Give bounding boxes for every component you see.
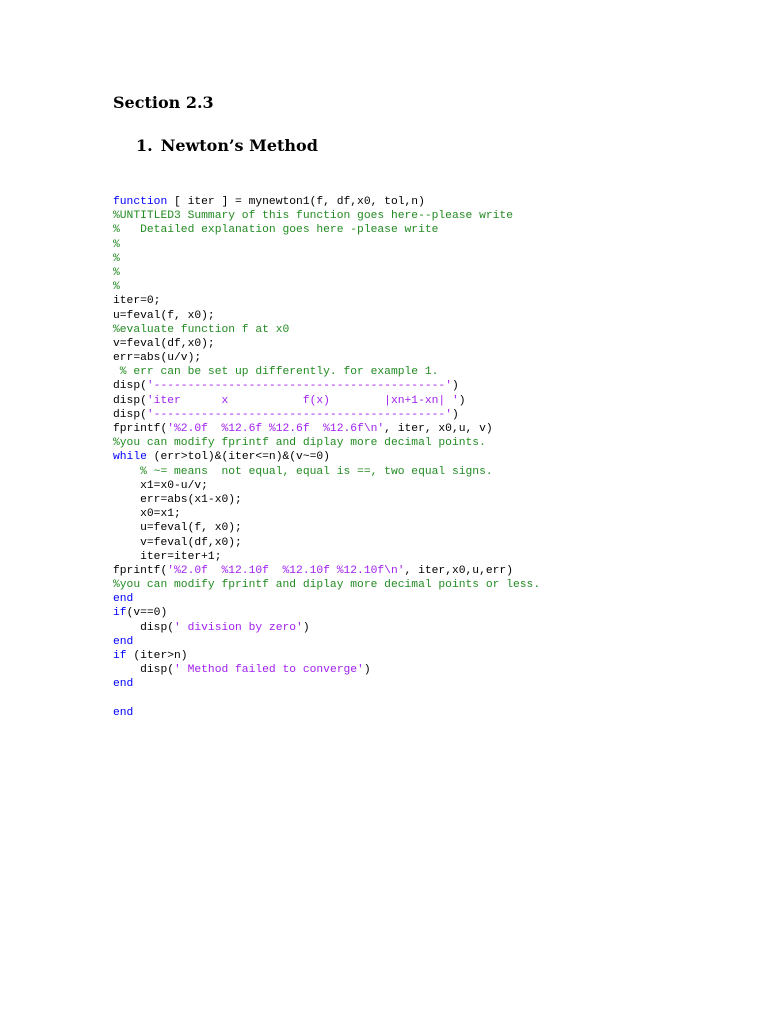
code-comment: %you can modify fprintf and diplay more decimal points.	[113, 437, 486, 450]
code-text: err=abs(u/v);	[113, 352, 202, 365]
code-line	[113, 266, 540, 280]
code-text: [ iter ] = mynewton1(f, df,x0, tol,n)	[167, 196, 425, 208]
code-line	[113, 436, 540, 450]
code-line	[113, 649, 540, 663]
code-line	[113, 677, 540, 691]
code-line	[113, 706, 540, 720]
code-line	[113, 493, 540, 507]
code-text: )	[451, 380, 459, 393]
code-line	[113, 309, 540, 323]
code-comment: %	[113, 238, 120, 251]
code-text: (iter>n)	[126, 650, 188, 662]
subsection-heading	[136, 136, 318, 155]
code-comment: % ~= means not equal, equal is ==, two equal signs.	[140, 465, 493, 478]
code-line	[113, 223, 540, 237]
code-comment: %	[113, 252, 120, 265]
code-comment: % Detailed explanation goes here -please write	[113, 224, 439, 237]
code-line	[113, 408, 540, 422]
code-text: fprintf(	[113, 564, 168, 577]
code-text: )	[458, 394, 466, 407]
code-keyword: end	[113, 678, 134, 691]
code-line	[113, 195, 540, 209]
code-line	[113, 592, 540, 606]
code-listing	[113, 195, 540, 720]
code-text: , iter, x0,u, v)	[384, 423, 493, 435]
code-line	[113, 521, 540, 535]
code-string: ' division by zero'	[174, 621, 303, 634]
code-line	[113, 692, 540, 706]
code-line	[113, 507, 540, 521]
code-text: )	[451, 408, 459, 421]
code-text: iter=iter+1;	[113, 550, 222, 563]
code-text: iter=0;	[113, 295, 161, 308]
code-line	[113, 280, 540, 294]
code-line	[113, 663, 540, 677]
code-text: v=feval(df,x0);	[113, 337, 215, 350]
code-text: )	[363, 664, 371, 677]
code-line	[113, 394, 540, 408]
code-text: , iter,x0,u,err)	[404, 564, 513, 577]
code-comment: %	[113, 266, 120, 279]
code-text: x0=x1;	[113, 508, 181, 521]
code-text: disp(	[113, 664, 175, 677]
code-text: x1=x0-u/v;	[113, 479, 208, 492]
code-text: fprintf(	[113, 423, 168, 435]
code-string: '-------------------------------------------'	[146, 408, 452, 421]
code-keyword: if	[113, 607, 127, 620]
code-text: v=feval(df,x0);	[113, 536, 242, 549]
section-title: Section 2.3	[113, 93, 214, 112]
code-text: disp(	[113, 621, 175, 634]
code-string: '%2.0f %12.6f %12.6f %12.6f\n'	[167, 423, 385, 435]
code-comment: %you can modify fprintf and diplay more decimal points or less.	[113, 579, 541, 592]
code-text: disp(	[113, 394, 147, 407]
code-line	[113, 536, 540, 550]
code-line	[113, 252, 540, 266]
code-line	[113, 564, 540, 578]
code-keyword: end	[113, 706, 134, 719]
code-keyword: end	[113, 593, 134, 606]
code-text: disp(	[113, 380, 147, 393]
subsection-number: 1.	[136, 136, 153, 155]
code-line	[113, 621, 540, 635]
code-text: err=abs(x1-x0);	[113, 493, 242, 506]
code-text: (err>tol)&(iter<=n)&(v~=0)	[146, 451, 330, 464]
code-keyword: function	[113, 196, 168, 208]
code-text: u=feval(f, x0);	[113, 522, 242, 535]
code-line	[113, 479, 540, 493]
code-line	[113, 450, 540, 464]
code-line	[113, 294, 540, 308]
code-text: (v==0)	[126, 607, 168, 620]
code-text	[113, 466, 140, 478]
code-line	[113, 323, 540, 337]
code-keyword: while	[113, 451, 147, 464]
code-string: 'iter x f(x) |xn+1-xn| '	[146, 394, 459, 407]
code-line	[113, 379, 540, 393]
code-line	[113, 578, 540, 592]
code-text: u=feval(f, x0);	[113, 309, 215, 322]
code-text: )	[302, 621, 310, 634]
code-keyword: end	[113, 635, 134, 648]
code-comment: %evaluate function f at x0	[113, 323, 290, 336]
code-line	[113, 550, 540, 564]
code-string: '-------------------------------------------'	[146, 380, 452, 393]
code-line	[113, 337, 540, 351]
code-line	[113, 465, 540, 479]
code-keyword: if	[113, 650, 127, 662]
code-text: disp(	[113, 408, 147, 421]
code-string: '%2.0f %12.10f %12.10f %12.10f\n'	[167, 564, 405, 577]
code-line	[113, 365, 540, 379]
code-comment: % err can be set up differently. for example 1.	[113, 366, 439, 379]
code-line	[113, 606, 540, 620]
code-comment: %UNTITLED3 Summary of this function goes here--please write	[113, 210, 513, 223]
code-line	[113, 209, 540, 223]
code-comment: %	[113, 281, 120, 294]
code-line	[113, 351, 540, 365]
code-line	[113, 238, 540, 252]
code-line	[113, 635, 540, 649]
subsection-title: Newton’s Method	[160, 136, 318, 155]
code-line	[113, 422, 540, 436]
code-string: ' Method failed to converge'	[174, 664, 364, 677]
